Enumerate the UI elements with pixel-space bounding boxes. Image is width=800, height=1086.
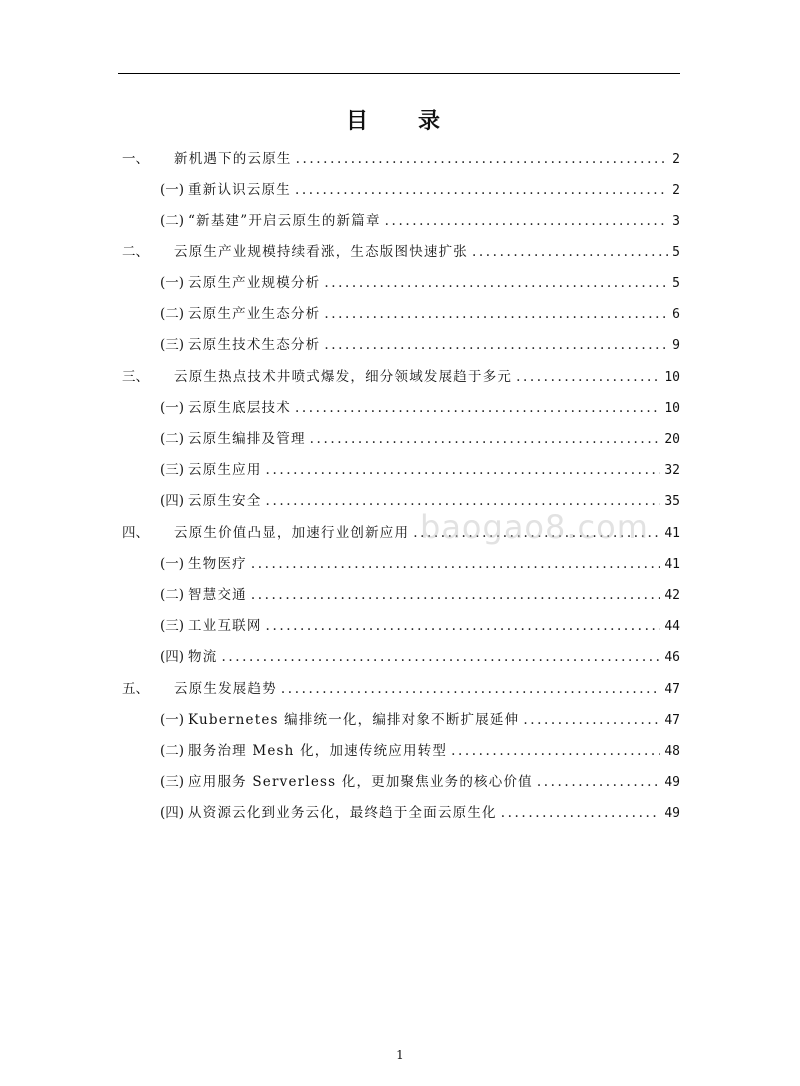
dot-leader	[324, 306, 668, 322]
toc-entry-label: 服务治理 Mesh 化，加速传统应用转型	[188, 743, 448, 759]
watermark: baogao8.com	[420, 508, 649, 546]
toc-entry[interactable]	[160, 552, 680, 572]
dot-leader	[501, 805, 661, 821]
toc-entry-number: (二)	[160, 306, 185, 322]
dot-leader	[266, 493, 661, 509]
toc-entry-label: 云原生发展趋势	[174, 681, 277, 697]
toc-entry[interactable]	[160, 614, 680, 634]
toc-entry-number: 四、	[122, 525, 149, 541]
toc-entry-number: (四)	[160, 805, 185, 821]
toc-entry-number: 一、	[122, 151, 149, 167]
toc-entry[interactable]	[160, 209, 680, 229]
toc-entry-number: (三)	[160, 618, 185, 634]
toc-entry-number: (二)	[160, 431, 185, 447]
toc-entry-page: 10	[664, 401, 680, 416]
toc-entry-label: Kubernetes 编排统一化，编排对象不断扩展延伸	[188, 712, 520, 728]
dot-leader	[310, 431, 661, 447]
dot-leader	[472, 244, 668, 260]
toc-entry[interactable]	[160, 739, 680, 759]
toc-entry-label: 云原生产业生态分析	[188, 306, 321, 322]
toc-entry[interactable]	[160, 333, 680, 353]
toc-entry-page: 5	[672, 276, 680, 291]
toc-entry-number: (一)	[160, 556, 185, 572]
toc-entry-label: 物流	[188, 649, 218, 665]
toc-entry[interactable]	[160, 396, 680, 416]
toc-entry-number: (三)	[160, 337, 185, 353]
toc-entry-page: 41	[664, 526, 680, 541]
toc-entry-number: (二)	[160, 743, 185, 759]
toc-entry[interactable]	[122, 240, 680, 260]
toc-entry-label: 重新认识云原生	[188, 182, 291, 198]
dot-leader	[221, 649, 660, 665]
toc-entry-label: 云原生安全	[188, 493, 262, 509]
toc-entry-number: (一)	[160, 712, 185, 728]
toc-entry-page: 9	[672, 338, 680, 353]
dot-leader	[281, 681, 660, 697]
dot-leader	[266, 618, 661, 634]
toc-entry-number: (三)	[160, 774, 185, 790]
dot-leader	[451, 743, 660, 759]
toc-entry-number: (四)	[160, 493, 185, 509]
toc-entry-page: 48	[664, 744, 680, 759]
toc-entry[interactable]	[160, 178, 680, 198]
toc-entry-page: 44	[664, 619, 680, 634]
toc-entry-label: 云原生产业规模持续看涨，生态版图快速扩张	[174, 244, 468, 260]
dot-leader	[537, 774, 660, 790]
toc-entry[interactable]	[160, 708, 680, 728]
toc-entry-number: (一)	[160, 400, 185, 416]
toc-entry-page: 10	[664, 370, 680, 385]
toc-entry[interactable]	[160, 801, 680, 821]
toc-entry-page: 6	[672, 307, 680, 322]
dot-leader	[296, 151, 669, 167]
toc-entry-page: 46	[664, 650, 680, 665]
toc-entry-label: “新基建”开启云原生的新篇章	[188, 213, 381, 229]
page-number: 1	[396, 1048, 404, 1062]
toc-entry-label: 生物医疗	[188, 556, 247, 572]
toc-entry-number: (四)	[160, 649, 185, 665]
toc-entry-page: 3	[672, 214, 680, 229]
toc-entry-page: 42	[664, 588, 680, 603]
toc-entry-page: 32	[664, 463, 680, 478]
dot-leader	[385, 213, 669, 229]
toc-entry-label: 云原生热点技术井喷式爆发，细分领域发展趋于多元	[174, 369, 513, 385]
toc-entry[interactable]	[160, 489, 680, 509]
toc-entry-page: 5	[672, 245, 680, 260]
toc-entry-label: 云原生编排及管理	[188, 431, 306, 447]
page-title: 目 录	[345, 109, 454, 134]
toc-entry[interactable]	[160, 427, 680, 447]
dot-leader	[523, 712, 660, 728]
dot-leader	[324, 275, 668, 291]
dot-leader	[516, 369, 660, 385]
toc-entry-number: (二)	[160, 213, 185, 229]
toc-entry[interactable]	[122, 365, 680, 385]
dot-leader	[324, 337, 668, 353]
toc-entry-label: 云原生产业规模分析	[188, 275, 321, 291]
toc-entry-number: (一)	[160, 275, 185, 291]
toc-entry[interactable]	[122, 677, 680, 697]
toc-entry-label: 新机遇下的云原生	[174, 151, 292, 167]
toc-entry-number: 二、	[122, 244, 149, 260]
dot-leader	[251, 587, 660, 603]
toc-entry-label: 应用服务 Serverless 化，更加聚焦业务的核心价值	[188, 774, 533, 790]
toc-entry[interactable]	[122, 147, 680, 167]
dot-leader	[251, 556, 660, 572]
toc-entry-number: 五、	[122, 681, 149, 697]
toc-entry-page: 2	[672, 152, 680, 167]
toc-entry-label: 工业互联网	[188, 618, 262, 634]
dot-leader	[295, 182, 668, 198]
toc-entry-label: 云原生价值凸显，加速行业创新应用	[174, 525, 410, 541]
toc-entry-page: 47	[664, 682, 680, 697]
toc-entry[interactable]	[160, 770, 680, 790]
toc-entry[interactable]	[160, 271, 680, 291]
toc-entry[interactable]	[160, 458, 680, 478]
toc-entry-page: 35	[664, 494, 680, 509]
toc-entry-label: 云原生技术生态分析	[188, 337, 321, 353]
toc-entry-number: (三)	[160, 462, 185, 478]
toc-entry[interactable]	[160, 645, 680, 665]
toc-entry-number: (二)	[160, 587, 185, 603]
dot-leader	[295, 400, 660, 416]
toc-entry-label: 智慧交通	[188, 587, 247, 603]
toc-entry-number: (一)	[160, 182, 185, 198]
toc-entry-page: 2	[672, 183, 680, 198]
toc-entry[interactable]	[160, 583, 680, 603]
toc-entry-page: 49	[664, 775, 680, 790]
toc-entry-label: 云原生应用	[188, 462, 262, 478]
toc-entry-page: 49	[664, 806, 680, 821]
toc-entry-page: 41	[664, 557, 680, 572]
toc-entry-number: 三、	[122, 369, 149, 385]
dot-leader	[266, 462, 661, 478]
toc-entry-label: 云原生底层技术	[188, 400, 291, 416]
toc-entry-page: 20	[664, 432, 680, 447]
toc-entry[interactable]	[160, 302, 680, 322]
toc-entry-page: 47	[664, 713, 680, 728]
toc-entry-label: 从资源云化到业务云化，最终趋于全面云原生化	[188, 805, 497, 821]
